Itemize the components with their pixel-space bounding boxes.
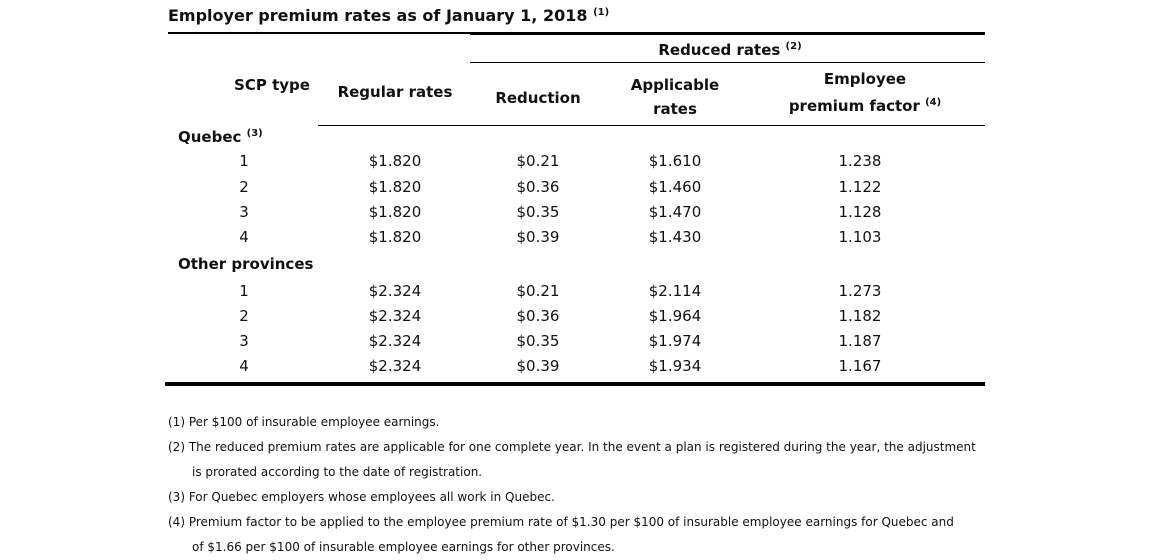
premium-factor-cell: 1.122 <box>838 178 882 196</box>
reduction-cell: $0.21 <box>516 152 560 170</box>
table-row <box>0 304 1163 329</box>
reduction-cell: $0.35 <box>516 332 560 350</box>
scp-type-cell: 2 <box>239 307 249 325</box>
header-reduction: Reduction <box>495 89 581 107</box>
scp-type-cell: 1 <box>239 152 249 170</box>
group-label-other-provinces: Other provinces <box>178 255 314 273</box>
premium-factor-cell: 1.273 <box>838 282 882 300</box>
premium-factor-cell: 1.187 <box>838 332 882 350</box>
header-bottom-rule <box>318 125 985 126</box>
premium-factor-cell: 1.167 <box>838 357 882 375</box>
scp-type-cell: 1 <box>239 282 249 300</box>
applicable-rate-cell: $1.974 <box>648 332 702 350</box>
regular-rate-cell: $1.820 <box>368 152 422 170</box>
premium-factor-cell: 1.103 <box>838 228 882 246</box>
footnotes <box>168 410 976 560</box>
table-row <box>0 200 1163 225</box>
footnote-4-continuation: of $1.66 per $100 of insurable employee earnings for other provinces. <box>192 540 615 554</box>
header-regular-rates: Regular rates <box>337 83 453 101</box>
table-row <box>0 149 1163 174</box>
regular-rate-cell: $2.324 <box>368 282 422 300</box>
header-reduced-rates: Reduced rates $^{(2)}$ <box>658 41 802 59</box>
regular-rate-cell: $1.820 <box>368 228 422 246</box>
table-row <box>0 354 1163 379</box>
reduced-footnote-ref: (2) <box>785 41 802 52</box>
scp-type-cell: 4 <box>239 357 249 375</box>
footnote-3: (3) For Quebec employers whose employees all work in Quebec. <box>168 490 555 504</box>
premium-factor-cell: 1.128 <box>838 203 882 221</box>
regular-rate-cell: $1.820 <box>368 203 422 221</box>
regular-rate-cell: $2.324 <box>368 332 422 350</box>
scp-type-cell: 3 <box>239 332 249 350</box>
reduction-cell: $0.36 <box>516 178 560 196</box>
group-label-quebec: Quebec $^{(3)}$ <box>178 128 263 146</box>
applicable-rate-cell: $1.430 <box>648 228 702 246</box>
scp-type-cell: 3 <box>239 203 249 221</box>
scp-type-cell: 4 <box>239 228 249 246</box>
footnote-2-continuation: is prorated according to the date of registration. <box>192 465 483 479</box>
quebec-footnote-ref: (3) <box>246 128 263 139</box>
regular-rate-cell: $2.324 <box>368 307 422 325</box>
reduction-cell: $0.21 <box>516 282 560 300</box>
bottom-rule <box>165 382 985 386</box>
regular-rate-cell: $2.324 <box>368 357 422 375</box>
table-row <box>0 279 1163 304</box>
employee-footnote-ref: (4) <box>925 97 942 108</box>
applicable-rate-cell: $1.470 <box>648 203 702 221</box>
reduction-cell: $0.39 <box>516 228 560 246</box>
header-employee-premium-factor: Employee premium factor $^{(4)}$ <box>788 70 942 115</box>
table-title: Employer premium rates as of January 1, 2018 $^{(1)}$ <box>168 6 610 25</box>
applicable-rate-cell: $1.460 <box>648 178 702 196</box>
reduced-group-rule <box>470 62 985 63</box>
table-row <box>0 225 1163 250</box>
header-applicable-rates: Applicable rates <box>630 76 720 118</box>
applicable-rate-cell: $2.114 <box>648 282 702 300</box>
footnote-2: (2) The reduced premium rates are applicable for one complete year. In the event a plan is registered during the year, the adjustment <box>168 440 976 454</box>
scp-type-cell: 2 <box>239 178 249 196</box>
regular-rate-cell: $1.820 <box>368 178 422 196</box>
premium-factor-cell: 1.182 <box>838 307 882 325</box>
footnote-4: (4) Premium factor to be applied to the employee premium rate of $1.30 per $100 of insurable employee earnings for Quebec and <box>168 515 954 529</box>
applicable-rate-cell: $1.610 <box>648 152 702 170</box>
applicable-rate-cell: $1.964 <box>648 307 702 325</box>
header-scp-type: SCP type <box>234 76 310 94</box>
reduction-cell: $0.36 <box>516 307 560 325</box>
title-footnote-ref: (1) <box>593 7 610 18</box>
premium-factor-cell: 1.238 <box>838 152 882 170</box>
reduction-cell: $0.35 <box>516 203 560 221</box>
footnote-1: (1) Per $100 of insurable employee earnings. <box>168 415 440 429</box>
reduction-cell: $0.39 <box>516 357 560 375</box>
applicable-rate-cell: $1.934 <box>648 357 702 375</box>
table-row <box>0 329 1163 354</box>
table-row <box>0 175 1163 200</box>
